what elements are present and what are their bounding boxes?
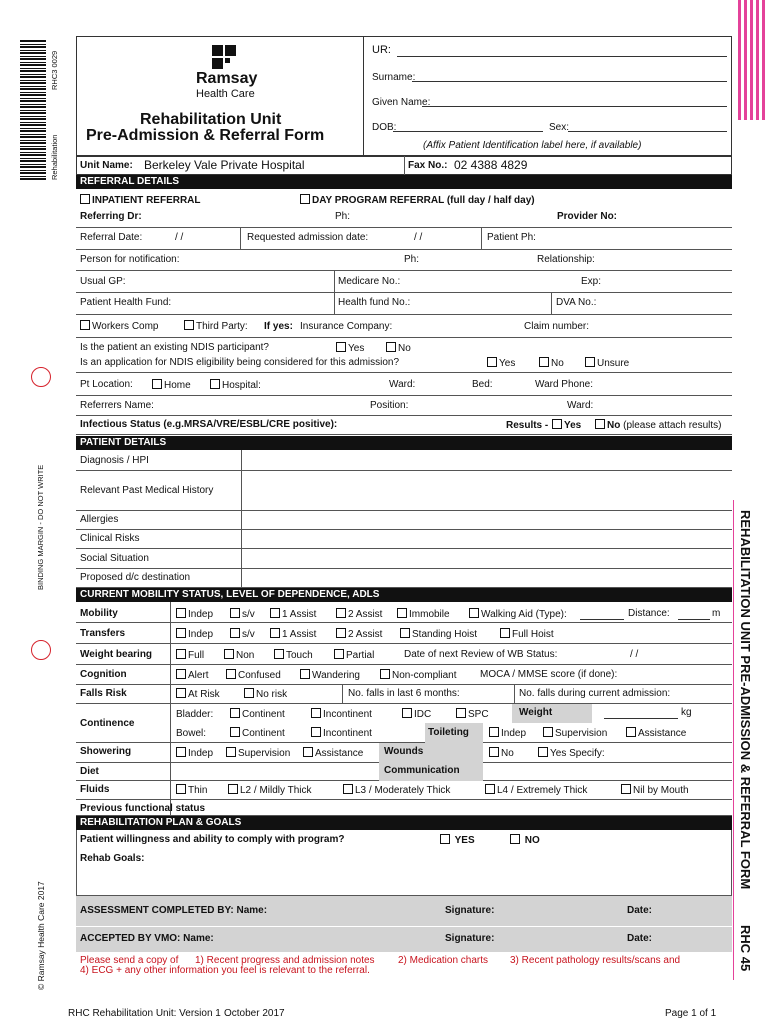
m-unit: m [712, 608, 721, 619]
mob-1assist[interactable] [270, 608, 316, 620]
ur-line[interactable] [397, 56, 727, 57]
yes-label: Yes [348, 343, 365, 354]
option-label: Indep [188, 629, 214, 640]
day-program-checkbox[interactable] [300, 194, 310, 204]
checkbox[interactable] [274, 649, 284, 659]
org-name: Ramsay [196, 70, 258, 87]
referrer-ward-label: Ward: [567, 400, 594, 411]
workers-comp-label: Workers Comp [92, 321, 159, 332]
checkbox[interactable] [485, 784, 495, 794]
fluid-l4[interactable] [485, 784, 587, 796]
attach-note: (please attach results) [623, 420, 722, 431]
unit-name-label: Unit Name: [80, 160, 133, 171]
mob-indep[interactable] [176, 608, 213, 620]
send-item-4: 4) ECG + any other information you feel is relevant to the referral. [80, 965, 370, 976]
checkbox[interactable] [176, 608, 186, 618]
wb-partial[interactable] [334, 649, 374, 661]
ndis-q2: Is an application for NDIS eligibility being considered for this admission? [80, 357, 400, 368]
ndis-q2-yes-checkbox[interactable] [487, 357, 497, 367]
option-label: Indep [188, 748, 214, 759]
checkbox[interactable] [228, 784, 238, 794]
checkbox[interactable] [303, 747, 313, 757]
vmo-signature-label: Signature: [445, 933, 495, 944]
third-party-checkbox[interactable] [184, 320, 194, 330]
divider [342, 685, 343, 704]
results-yes-checkbox[interactable] [552, 419, 562, 429]
gp-label: Usual GP: [80, 276, 126, 287]
send-item-1: 1) Recent progress and admission notes [195, 955, 375, 966]
barcode-code: RHC3 0029 [50, 50, 59, 90]
fund-no-label: Health fund No.: [338, 297, 411, 308]
diagnosis-row[interactable] [76, 450, 732, 471]
cog-alert[interactable] [176, 669, 209, 681]
org-subname: Health Care [196, 88, 255, 100]
checkbox[interactable] [176, 747, 186, 757]
option-label: NO [524, 835, 540, 846]
tr-standing-hoist[interactable] [400, 628, 477, 640]
checkbox[interactable] [244, 688, 254, 698]
option-label: L3 / Moderately Thick [355, 785, 451, 796]
ndis-q1: Is the patient an existing NDIS participant? [80, 342, 269, 353]
insurance-row[interactable] [76, 315, 732, 338]
option-label: Incontinent [323, 728, 372, 739]
no-label: No [551, 358, 564, 369]
option-label: SPC [468, 709, 489, 720]
results-no-checkbox[interactable] [595, 419, 605, 429]
ndis-q2-yes[interactable] [487, 357, 515, 369]
gp-row[interactable] [76, 271, 732, 293]
checkbox[interactable] [400, 628, 410, 638]
third-party-option[interactable] [184, 320, 248, 332]
social-label: Social Situation [80, 553, 149, 564]
shower-supervision[interactable] [226, 747, 290, 759]
fluid-thin[interactable] [176, 784, 207, 796]
checkbox[interactable] [300, 669, 310, 679]
cog-wandering[interactable] [300, 669, 360, 681]
vmo-date-label: Date: [627, 933, 653, 944]
bladder-label: Bladder: [176, 709, 214, 720]
toilet-supervision[interactable] [543, 727, 607, 739]
bed-label: Bed: [472, 379, 493, 390]
checkbox[interactable] [489, 727, 499, 737]
hospital-option[interactable] [210, 379, 261, 391]
checkbox[interactable] [230, 628, 240, 638]
surname-line[interactable] [412, 81, 727, 82]
option-label: Yes Specify: [550, 748, 605, 759]
bladder-continent[interactable] [230, 708, 285, 720]
wounds-label: Wounds [384, 746, 424, 757]
assessment-signature-label: Signature: [445, 905, 495, 916]
dob-line[interactable] [393, 131, 543, 132]
checkbox[interactable] [270, 608, 280, 618]
footer-version: RHC Rehabilitation Unit: Version 1 [68, 1008, 221, 1019]
ndis-q1-yes-checkbox[interactable] [336, 342, 346, 352]
divider [240, 228, 241, 250]
fluids-label: Fluids [80, 784, 110, 795]
option-label: Wandering [312, 670, 360, 681]
bowel-incontinent[interactable] [311, 727, 372, 739]
notify-label: Person for notification: [80, 254, 180, 265]
dob-label: DOB: [372, 122, 397, 133]
option-label: Non [236, 650, 255, 661]
moca-label: MOCA / MMSE score (if done): [480, 669, 618, 680]
option-label: No [501, 748, 514, 759]
tr-sv[interactable] [230, 628, 255, 640]
label-note: (Affix Patient Identification label here, if available) [423, 140, 642, 151]
mobility-header: CURRENT MOBILITY STATUS, LEVEL OF DEPENDENCE, ADLS [76, 588, 732, 602]
option-label: Non-compliant [392, 670, 457, 681]
falls-no-risk[interactable] [244, 688, 287, 700]
referral-date-label: Referral Date: [80, 232, 143, 243]
send-copy-note: Please send a copy of [80, 955, 179, 966]
option-label: Continent [242, 709, 285, 720]
insurance-label: Insurance Company: [300, 321, 393, 332]
option-label: Continent [242, 728, 285, 739]
ndis-q2-no-checkbox[interactable] [539, 357, 549, 367]
referrer-name-label: Referrers Name: [80, 400, 154, 411]
toilet-indep[interactable] [489, 727, 526, 739]
home-label: Home [164, 380, 191, 391]
hospital-checkbox[interactable] [210, 379, 220, 389]
ndis-q1-yes[interactable] [336, 342, 364, 354]
home-checkbox[interactable] [152, 379, 162, 389]
inpatient-label: INPATIENT REFERRAL [92, 195, 201, 206]
prev-function-label: Previous functional status [80, 803, 206, 814]
option-label: Assistance [638, 728, 687, 739]
side-form-title: REHABILITATION UNIT PRE-ADMISSION & REFERRAL FORM [738, 510, 753, 890]
fax-label: Fax No.: [408, 160, 448, 171]
if-yes-label: If yes: [264, 321, 293, 332]
option-label: L4 / Extremely Thick [497, 785, 588, 796]
binding-margin-text: BINDING MARGIN - DO NOT WRITE [36, 464, 45, 590]
checkbox[interactable] [538, 747, 548, 757]
given-name-label: Given Name: [372, 97, 431, 108]
checkbox[interactable] [226, 747, 236, 757]
option-label: Immobile [409, 609, 450, 620]
pink-stripe [762, 0, 765, 120]
option-label: Supervision [555, 728, 608, 739]
checkbox[interactable] [230, 727, 240, 737]
option-label: 2 Assist [348, 629, 383, 640]
home-option[interactable] [152, 379, 191, 391]
workers-comp-option[interactable] [80, 320, 159, 332]
option-label: Full Hoist [512, 629, 554, 640]
cog-noncompliant[interactable] [380, 669, 456, 681]
falls-at-risk[interactable] [176, 688, 220, 700]
communication-label: Communication [384, 765, 460, 776]
checkbox[interactable] [176, 628, 186, 638]
side-form-code: RHC 45 [738, 925, 753, 972]
wb-full[interactable] [176, 649, 204, 661]
footer-date: October 2017 [224, 1008, 285, 1019]
mob-sv[interactable] [230, 608, 255, 620]
shower-assistance[interactable] [303, 747, 363, 759]
showering-label: Showering [80, 746, 132, 757]
checkbox[interactable] [226, 669, 236, 679]
checkbox[interactable] [621, 784, 631, 794]
ndis-q1-no-checkbox[interactable] [386, 342, 396, 352]
checkbox[interactable] [230, 708, 240, 718]
mob-walking-aid[interactable] [469, 608, 567, 620]
divider [551, 293, 552, 315]
punch-hole [31, 640, 51, 660]
checkbox[interactable] [311, 727, 321, 737]
no-label: No [607, 420, 621, 431]
distance-line[interactable] [678, 619, 710, 620]
option-label: No risk [256, 689, 288, 700]
checkbox[interactable] [456, 708, 466, 718]
requested-date-slashes: / / [414, 232, 423, 243]
diet-label: Diet [80, 766, 99, 777]
falls-label: Falls Risk [80, 688, 127, 699]
checkbox[interactable] [500, 628, 510, 638]
referral-date-slashes: / / [175, 232, 184, 243]
social-row[interactable] [76, 549, 732, 569]
ur-label: UR: [372, 44, 391, 56]
sex-label: Sex: [549, 122, 570, 133]
unsure-label: Unsure [597, 358, 630, 369]
checkbox[interactable] [176, 669, 186, 679]
willingness-label: Patient willingness and ability to comply with program? [80, 834, 345, 845]
bowel-label: Bowel: [176, 728, 207, 739]
ward-phone-label: Ward Phone: [535, 379, 593, 390]
pink-stripe [738, 0, 741, 120]
toileting-label: Toileting [428, 727, 469, 738]
claim-label: Claim number: [524, 321, 590, 332]
weight-label: Weight [519, 707, 553, 718]
infectious-label: Infectious Status (e.g.MRSA/VRE/ESBL/CRE positive): [80, 419, 338, 430]
checkbox[interactable] [176, 649, 186, 659]
distance-label: Distance: [628, 608, 670, 619]
option-label: Partial [346, 650, 375, 661]
divider [481, 228, 482, 250]
weight-bearing-label: Weight bearing [80, 649, 153, 660]
send-item-3: 3) Recent pathology results/scans and [510, 955, 681, 966]
checkbox[interactable] [397, 608, 407, 618]
continence-label: Continence [80, 718, 135, 729]
wounds-yes[interactable] [538, 747, 605, 759]
tr-full-hoist[interactable] [500, 628, 554, 640]
walking-aid-line[interactable] [580, 619, 624, 620]
option-label: Touch [286, 650, 313, 661]
checkbox[interactable] [469, 608, 479, 618]
divider [514, 685, 515, 704]
wb-review-slashes: / / [630, 649, 639, 660]
results-label: Results - [506, 420, 549, 431]
mob-immobile[interactable] [397, 608, 450, 620]
allergies-label: Allergies [80, 514, 119, 525]
option-label: Indep [188, 609, 214, 620]
inpatient-referral-option[interactable] [80, 194, 201, 206]
dva-label: DVA No.: [556, 297, 597, 308]
ndis-q1-no[interactable] [386, 342, 411, 354]
clinical-risks-row[interactable] [76, 530, 732, 549]
option-label: Confused [238, 670, 281, 681]
send-item-2: 2) Medication charts [398, 955, 489, 966]
checkbox[interactable] [176, 784, 186, 794]
third-party-label: Third Party: [196, 321, 248, 332]
checkbox[interactable] [489, 747, 499, 757]
allergies-row[interactable] [76, 511, 732, 530]
checkbox[interactable] [230, 608, 240, 618]
checkbox[interactable] [626, 727, 636, 737]
checkbox[interactable] [380, 669, 390, 679]
option-label: Indep [501, 728, 527, 739]
checkbox[interactable] [402, 708, 412, 718]
transfers-label: Transfers [80, 628, 126, 639]
checkbox[interactable] [224, 649, 234, 659]
patient-details-header: PATIENT DETAILS [76, 436, 732, 450]
medicare-label: Medicare No.: [338, 276, 401, 287]
pink-stripe [744, 0, 747, 120]
ndis-q2-unsure[interactable] [585, 357, 629, 369]
unit-name-value: Berkeley Vale Private Hospital [144, 158, 305, 172]
workers-comp-checkbox[interactable] [80, 320, 90, 330]
ndis-q2-no[interactable] [539, 357, 564, 369]
form-title-line2: Pre-Admission & Referral Form [86, 127, 325, 144]
bladder-spc[interactable] [456, 708, 489, 720]
option-label: s/v [242, 609, 255, 620]
mob-2assist[interactable] [336, 608, 382, 620]
tr-1assist[interactable] [270, 628, 316, 640]
option-label: 1 Assist [282, 609, 317, 620]
copyright-text: © Ramsay Health Care 2017 [36, 881, 46, 990]
bowel-continent[interactable] [230, 727, 285, 739]
bladder-incontinent[interactable] [311, 708, 372, 720]
vmo-label: ACCEPTED BY VMO: Name: [80, 933, 214, 944]
option-label: Incontinent [323, 709, 372, 720]
bladder-idc[interactable] [402, 708, 431, 720]
option-label: Thin [188, 785, 208, 796]
option-label: Walking Aid (Type): [481, 609, 567, 620]
ward-label: Ward: [389, 379, 416, 390]
fax-value: 02 4388 4829 [454, 158, 528, 172]
ndis-q2-unsure-checkbox[interactable] [585, 357, 595, 367]
inpatient-checkbox[interactable] [80, 194, 90, 204]
past-history-label: Relevant Past Medical History [80, 485, 214, 496]
barcode-label: Rehabilitation [50, 134, 59, 180]
relationship-label: Relationship: [537, 254, 595, 265]
referring-dr-label: Referring Dr: [80, 211, 142, 222]
rehab-goals-area[interactable] [76, 830, 732, 896]
day-program-label: DAY PROGRAM REFERRAL (full day / half day) [312, 195, 535, 206]
option-label: Assistance [315, 748, 364, 759]
wb-review-label: Date of next Review of WB Status: [404, 649, 558, 660]
footer-page: Page 1 of 1 [665, 1008, 717, 1019]
patient-ph-label: Patient Ph: [487, 232, 536, 243]
option-label: s/v [242, 629, 255, 640]
tr-2assist[interactable] [336, 628, 382, 640]
barcode [20, 40, 46, 180]
option-label: L2 / Mildly Thick [240, 785, 312, 796]
option-label: IDC [414, 709, 432, 720]
yes-label: Yes [499, 358, 516, 369]
ramsay-logo-icon [212, 45, 236, 69]
yes-label: Yes [564, 420, 582, 431]
wb-touch[interactable] [274, 649, 313, 661]
logo-divider [363, 36, 364, 156]
requested-date-label: Requested admission date: [247, 232, 369, 243]
cog-confused[interactable] [226, 669, 281, 681]
assessment-date-label: Date: [627, 905, 653, 916]
option-label: At Risk [188, 689, 220, 700]
checkbox[interactable] [343, 784, 353, 794]
hospital-label: Hospital: [222, 380, 261, 391]
no-label: No [398, 343, 411, 354]
day-program-option[interactable] [300, 194, 535, 206]
diagnosis-label: Diagnosis / HPI [80, 455, 149, 466]
wounds-no[interactable] [489, 747, 514, 759]
checkbox[interactable] [336, 628, 346, 638]
exp-label: Exp: [581, 276, 602, 287]
rehab-goals-label: Rehab Goals: [80, 853, 145, 864]
ph-label: Ph: [335, 211, 351, 222]
referral-details-header: REFERRAL DETAILS [76, 175, 732, 189]
falls-6m-label: No. falls in last 6 months: [348, 688, 460, 699]
shower-indep[interactable] [176, 747, 213, 759]
position-label: Position: [370, 400, 409, 411]
option-label: Full [188, 650, 205, 661]
fluid-l3[interactable] [343, 784, 450, 796]
fluid-l2[interactable] [228, 784, 312, 796]
notify-ph-label: Ph: [404, 254, 420, 265]
option-label: Nil by Mouth [633, 785, 689, 796]
results-yes[interactable] [552, 419, 581, 431]
kg-unit: kg [681, 707, 692, 718]
pink-stripe [750, 0, 753, 120]
assessment-label: ASSESSMENT COMPLETED BY: Name: [80, 905, 268, 916]
rehab-plan-header: REHABILITATION PLAN & GOALS [76, 816, 732, 830]
option-label: Alert [188, 670, 209, 681]
checkbox[interactable] [176, 688, 186, 698]
option-label: Standing Hoist [412, 629, 478, 640]
surname-label: Surname: [372, 72, 416, 83]
health-fund-label: Patient Health Fund: [80, 297, 172, 308]
clinical-risks-label: Clinical Risks [80, 533, 140, 544]
divider [404, 156, 405, 175]
referring-dr-row[interactable] [76, 208, 732, 228]
option-label: YES [454, 835, 475, 846]
pt-location-label: Pt Location: [80, 379, 133, 390]
mobility-label: Mobility [80, 608, 118, 619]
checkbox[interactable] [336, 608, 346, 618]
punch-hole [31, 367, 51, 387]
pink-stripe [756, 0, 759, 120]
option-label: 2 Assist [348, 609, 383, 620]
toilet-assistance[interactable] [626, 727, 686, 739]
checkbox[interactable] [270, 628, 280, 638]
wb-non[interactable] [224, 649, 254, 661]
results-no[interactable] [595, 419, 722, 431]
checkbox[interactable] [334, 649, 344, 659]
falls-adm-label: No. falls during current admission: [519, 688, 671, 699]
fluid-nil[interactable] [621, 784, 689, 796]
sex-line[interactable] [568, 131, 727, 132]
option-label: Supervision [238, 748, 291, 759]
discharge-label: Proposed d/c destination [80, 572, 191, 583]
tr-indep[interactable] [176, 628, 213, 640]
form-title-line1: Rehabilitation Unit [140, 111, 282, 128]
provider-no-label: Provider No: [557, 211, 618, 222]
cognition-label: Cognition [80, 669, 127, 680]
weight-line[interactable] [604, 718, 678, 719]
checkbox[interactable] [543, 727, 553, 737]
option-label: 1 Assist [282, 629, 317, 640]
right-rule [733, 500, 734, 980]
checkbox[interactable] [311, 708, 321, 718]
given-name-line[interactable] [422, 106, 727, 107]
